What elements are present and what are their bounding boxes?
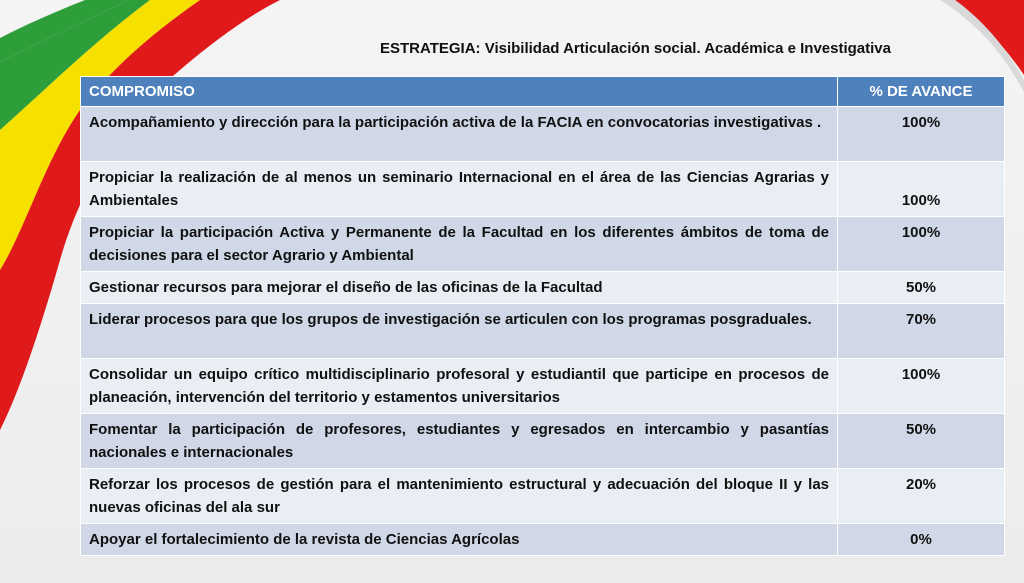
avance-cell: 70% <box>838 304 1005 359</box>
avance-cell: 50% <box>838 414 1005 469</box>
commitment-table <box>80 76 1005 556</box>
header-compromiso: COMPROMISO <box>81 77 838 107</box>
table-row <box>81 272 1005 304</box>
avance-cell: 20% <box>838 469 1005 524</box>
avance-cell: 100% <box>838 359 1005 414</box>
compromiso-cell: Apoyar el fortalecimiento de la revista de Ciencias Agrícolas <box>81 524 838 556</box>
compromiso-cell: Liderar procesos para que los grupos de investigación se articulen con los programas posgraduales. <box>81 304 838 359</box>
slide-title: ESTRATEGIA: Visibilidad Articulación social. Académica e Investigativa <box>380 40 891 57</box>
compromiso-cell: Propiciar la realización de al menos un seminario Internacional en el área de las Ciencias Agrarias y Ambientales <box>81 162 838 217</box>
compromiso-cell: Consolidar un equipo crítico multidisciplinario profesoral y estudiantil que participe en procesos de planeación, intervención del territorio y estamentos universitarios <box>81 359 838 414</box>
compromiso-cell: Fomentar la participación de profesores, estudiantes y egresados en intercambio y pasantías nacionales e internacionales <box>81 414 838 469</box>
header-avance: % DE AVANCE <box>838 77 1005 107</box>
avance-cell: 100% <box>838 162 1005 217</box>
table-row <box>81 107 1005 162</box>
compromiso-cell: Acompañamiento y dirección para la participación activa de la FACIA en convocatorias investigativas . <box>81 107 838 162</box>
avance-cell: 0% <box>838 524 1005 556</box>
table-row <box>81 162 1005 217</box>
avance-cell: 50% <box>838 272 1005 304</box>
avance-cell: 100% <box>838 107 1005 162</box>
table-row <box>81 524 1005 556</box>
compromiso-cell: Reforzar los procesos de gestión para el mantenimiento estructural y adecuación del bloque II y las nuevas oficinas del ala sur <box>81 469 838 524</box>
table-row <box>81 469 1005 524</box>
compromiso-cell: Propiciar la participación Activa y Permanente de la Facultad en los diferentes ámbitos de toma de decisiones para el sector Agrario y Ambiental <box>81 217 838 272</box>
table-row <box>81 304 1005 359</box>
table-row <box>81 414 1005 469</box>
avance-cell: 100% <box>838 217 1005 272</box>
table-row <box>81 359 1005 414</box>
compromiso-cell: Gestionar recursos para mejorar el diseño de las oficinas de la Facultad <box>81 272 838 304</box>
table-header-row <box>81 77 1005 107</box>
table-row <box>81 217 1005 272</box>
